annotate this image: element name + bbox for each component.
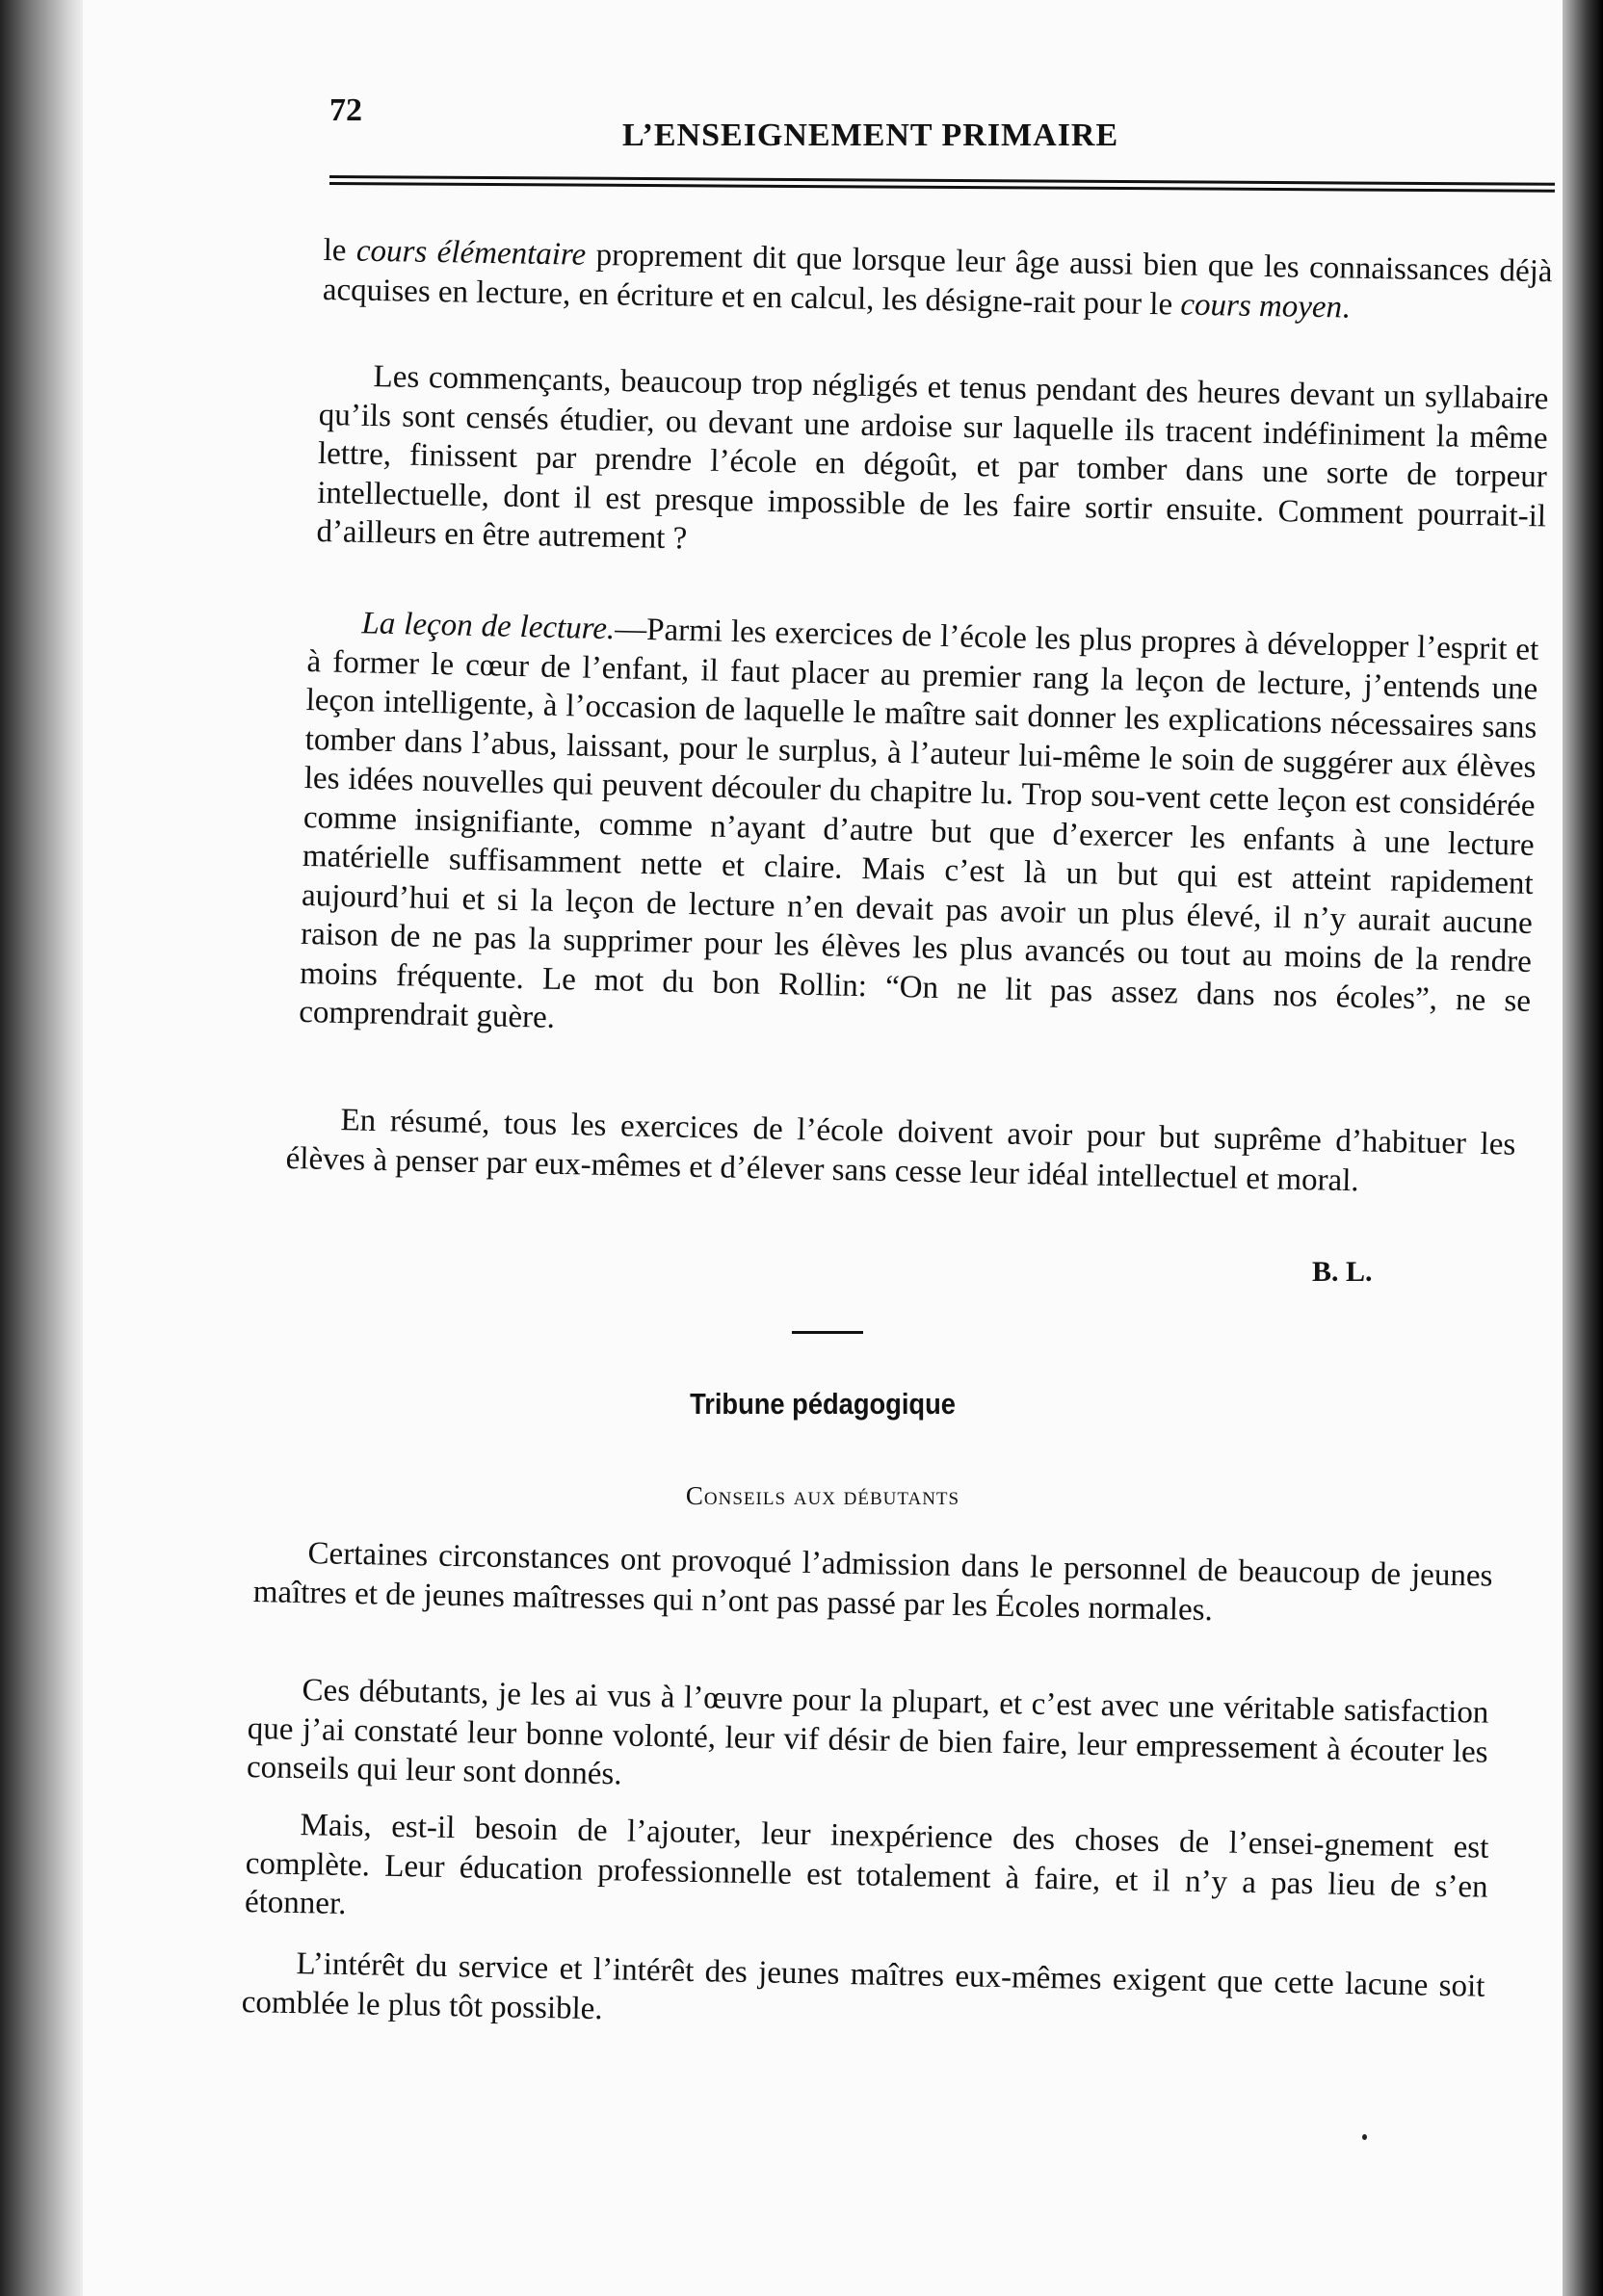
- article-signature: B. L.: [1312, 1256, 1373, 1288]
- italic-term-cours-moyen: cours moyen: [1180, 287, 1343, 325]
- section-title: Tribune pédagogique: [690, 1387, 956, 1421]
- article-1-paragraph-4: En résumé, tous les exercices de l’école doivent avoir pour but suprême d’habituer les élèves à penser par eux-mêmes et d’élever sans cesse leur idéal intellectuel et moral.: [285, 1103, 1516, 1198]
- italic-term-cours-elementaire: cours élémentaire: [355, 233, 587, 273]
- article-1-paragraph-2: Les commençants, beaucoup trop négligés et tenus pendant des heures devant un syllabaire qu’ils sont censés étudier, ou devant une ardoise sur laquelle ils tracent indéfiniment la même lettre, finissent par prendre l’école en dégoût, et par tomber dans une sorte de torpeur intellectuelle, dont il est presque impossible de les faire sortir ensuite. Comment pourrait-il d’ailleurs en être autrement ?: [316, 359, 1549, 557]
- section-heading-lecon-de-lecture: La leçon de lecture.: [361, 606, 616, 647]
- book-edge-right: [1563, 0, 1603, 2296]
- article-2-paragraph-2: Ces débutants, je les ai vus à l’œuvre pour la plupart, et c’est avec une véritable satisfaction que j’ai constaté leur bonne volonté, leur vif désir de bien faire, leur empressement à écouter les conseils qui leur sont donnés.: [246, 1673, 1489, 1792]
- article-1-paragraph-3: La leçon de lecture.—Parmi les exercices de l’école les plus propres à développer l’esprit et à former le cœur de l’enfant, il faut placer au premier rang la leçon de lecture, j’entends une leçon intelligente, à l’occasion de laquelle le maître sait donner les explications nécessaires sans tomber dans l’abus, laissant, pour le surplus, à l’auteur lui-même le soin de suggérer aux élèves les idées nouvelles qui peuvent découler du chapitre lu. Trop sou-vent cette leçon est considérée comme insignifiante, comme n’ayant d’autre but que d’exercer les enfants à une lecture matérielle suffisamment nette et claire. Mais c’est là un but qui est atteint rapidement aujourd’hui et si la leçon de lecture n’en devait pas avoir un plus élevé, il n’y aurait aucune raison de ne pas la supprimer pour les élèves les plus avancés ou tout au moins de la rendre moins fréquente. Le mot du bon Rollin: “On ne lit pas assez dans nos écoles”, ne se comprendrait guère.: [298, 606, 1539, 1035]
- page-number: 72: [329, 92, 362, 128]
- header-double-rule: [329, 175, 1555, 193]
- section-subtitle: Conseils aux débutants: [685, 1481, 960, 1510]
- article-2-paragraph-3: Mais, est-il besoin de l’ajouter, leur inexpérience des choses de l’ensei-gnement est complète. Leur éducation professionnelle est totalement à faire, et il n’y a pas lieu de s’en étonner.: [244, 1808, 1489, 1922]
- running-header-title: L’ENSEIGNEMENT PRIMAIRE: [622, 117, 1119, 153]
- book-gutter-left: [0, 0, 83, 2296]
- article-2-paragraph-4: L’intérêt du service et l’intérêt des jeunes maîtres eux-mêmes exigent que cette lacune soit comblée le plus tôt possible.: [241, 1946, 1485, 2026]
- article-2-paragraph-1: Certaines circonstances ont provoqué l’admission dans le personnel de beaucoup de jeunes maîtres et de jeunes maîtresses qui n’ont pas passé par les Écoles normales.: [252, 1536, 1493, 1628]
- print-speck: [1362, 2134, 1367, 2140]
- book-page: [83, 0, 1563, 2296]
- article-1-paragraph-1: le cours élémentaire proprement dit que lorsque leur âge aussi bien que les connaissances déjà acquises en lecture, en écriture et en calcul, les désigne-rait pour le cours moyen.: [322, 232, 1553, 326]
- section-separator-rule: [792, 1331, 863, 1334]
